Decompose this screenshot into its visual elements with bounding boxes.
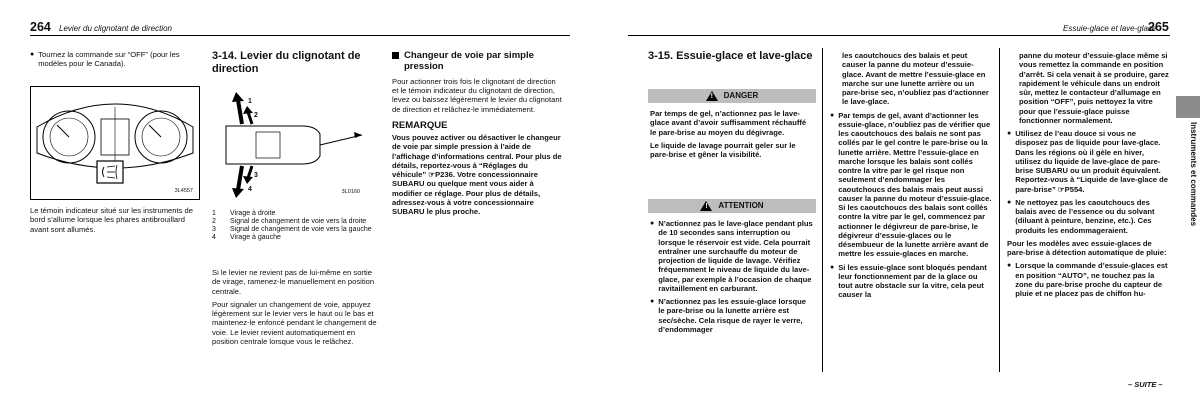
bullet-item: ● Par temps de gel, avant d’actionner les essuie-glace, n’oubliez pas de vérifier que les caoutchoucs des balais ne sont pas collés par le gel contre le pare-brise ou la lunette arrière. Mettre l’essuie-glace en marche lorsque les balais sont collés contre la vitre par le gel risque non seulement d’endommager les caoutchoucs des balais mais peut aussi causer la panne du moteur d’essuie-glace. Si les caoutchoucs des balais sont collés contre la vitre par le gel, commencez par actionner le dégivreur de pare-brise, le dégivreur d’essuie-glaces ou le désembueur de la lunette arrière avant de mettre les essuie-glaces en marche. [830,110,992,259]
right-col2 [830,51,993,300]
figure-number-2: 2 [254,112,258,119]
bullet-item: ● Si les essuie-glace sont bloqués pendant leur fonctionnement par de la glace ou tout autre obstacle sur la vitre, cela peut causer la [830,262,987,300]
right-page-number: 265 [1148,20,1169,34]
right-col3 [1007,51,1170,298]
figure-legend [212,210,382,242]
paragraph: Pour actionner trois fois le clignotant de direction et le témoin indicateur du clignotant de direction, levez ou baissez légèrement le levier du clignotant de direction et relâchez-le immédiatement. [392,76,562,114]
paragraph: Pour signaler un changement de voie, appuyez légèrement sur le levier vers le haut ou le bas et maintenez-le enfoncé pendant le changement de voie. Le levier revient automatiquement en position centrale lorsque vous le relâchez. [212,299,377,346]
figure-code: 3L4557 [174,188,193,195]
remark-text: Vous pouvez activer ou désactiver le changeur de voie par simple pression à l’aide de l’affichage d’informations central. Pour plus de détails, reportez-vous à “Réglages du véhicule” ☞P236. Votre concessionnaire SUBARU ou quelque ment vous aider à modifier ce réglage. Pour plus de détails, adressez-vous à votre concessionnaire SUBARU le plus proche. [392,133,562,217]
paragraph: Le liquide de lavage pourrait geler sur le pare-brise et gêner la visibilité. [650,140,796,159]
turn-signal-figure [212,86,382,204]
legend-item: 2 Signal de changement de voie vers la droite [212,218,367,226]
bullet-icon: ● [30,51,35,58]
bullet-item: ● N’actionnez pas les essuie-glace lorsque le pare-brise ou la lunette arrière est sec/sèche. Cela risque de rayer le verre, d’endommager [650,297,806,334]
instrument-cluster-illustration [31,87,199,199]
warning-triangle-icon: ! [706,91,718,101]
attention-header: ! ATTENTION [648,199,816,213]
bullet-item: ● N’actionnez pas le lave-glace pendant plus de 10 secondes sans interruption ou lorsque le réservoir est vide. Cela pourrait entraîner une surchauffe du moteur de projection de liquide de lavage. Vérifiez fréquemment le niveau de liquide du lave-glace, par exemple à l’occasion de chaque ravitaillement en carburant. [650,219,813,293]
bullet-icon: ● [650,298,655,305]
figure-caption: Le témoin indicateur situé sur les instruments de bord s’allume lorsque les phares antibrouillard avant sont allumés. [30,206,193,234]
bullet-icon: ● [1007,130,1012,137]
legend-item: 4 Virage à gauche [212,234,281,242]
column-rule [822,48,823,372]
section-heading-3-15: 3-15. Essuie-glace et lave-glace [648,50,813,62]
danger-header: ! DANGER [648,89,816,103]
bullet-icon: ● [830,263,835,271]
instrument-cluster-figure [30,86,200,200]
paragraph: Pour les modèles avec essuie-glaces de pare-brise à détection automatique de pluie: [1007,238,1167,257]
figure-code: 3L0160 [341,189,360,196]
bullet-item: ● Utilisez de l’eau douce si vous ne disposez pas de liquide pour lave-glace. Dans les régions où il gèle en hiver, utilisez du liquide de lave-glace de pare-brise SUBARU ou un produit équivalent. Reportez-vous à “Liquide de lave-glace de pare-brise” ☞P554. [1007,129,1168,194]
bullet-icon: ● [830,111,835,119]
chapter-tab [1176,96,1200,118]
square-bullet-icon [392,52,399,59]
paragraph: panne du moteur d’essuie-glace même si vous remettez la commande en position d’arrêt. Si cela venait à se produire, garez rapidement le véhicule dans un endroit sûr, mettez le contacteur d’allumage en position “OFF”, puis nettoyez la vitre pour que l’essuie-glace puisse fonctionner normalement. [1019,51,1169,125]
bullet-item: ● Ne nettoyez pas les caoutchoucs des balais avec de l’essence ou du solvant (diluant à peinture, benzine, etc.). Ces produits les endommageraient. [1007,197,1155,235]
left-running-head: Levier du clignotant de direction [59,24,172,33]
left-col3 [392,50,562,216]
column-rule [999,48,1000,372]
legend-item: 3 Signal de changement de voie vers la gauche [212,226,372,234]
bullet-item: ● Tournez la commande sur “OFF” (pour les modèles pour le Canada). [30,50,180,69]
left-col1 [30,50,200,69]
turn-signal-lever-illustration [212,86,382,204]
paragraph: les caoutchoucs des balais et peut causer la panne du moteur d’essuie-glace. Avant de mettre l’essuie-glace en marche sur une lunette arrière ou un pare-brise sec, n’oubliez pas d’actionner le lave-glace. [842,51,989,107]
paragraph: Si le levier ne revient pas de lui-même en sortie de virage, ramenez-le manuellement en position centrale. [212,268,375,296]
remark-title: REMARQUE [392,119,448,131]
bullet-icon: ● [1007,262,1012,270]
continued-label: – SUITE – [1128,380,1163,389]
subsection-heading: Changeur de voie par simple pression [392,50,562,73]
figure-number-3: 3 [254,172,258,179]
lever-paragraphs [212,268,382,346]
bullet-item: ● Lorsque la commande d’essuie-glaces est en position “AUTO”, ne touchez pas la zone du pare-brise proche du capteur de pluie et ne placez pas de chiffon hu- [1007,261,1168,298]
right-header-rule [628,35,1170,36]
left-header-rule [30,35,570,36]
warning-triangle-icon: ! [700,201,712,211]
bullet-icon: ● [650,220,655,227]
danger-body [648,103,816,159]
section-heading-3-14: 3-14. Levier du clignotant de direction [212,50,361,75]
bullet-icon: ● [1007,198,1012,206]
attention-body [648,213,816,334]
legend-item: 1 Virage à droite [212,210,276,217]
right-running-head: Essuie-glace et lave-glace [1063,24,1157,33]
danger-box [648,89,816,159]
attention-box [648,199,816,334]
paragraph: Par temps de gel, n’actionnez pas le lave-glace avant d’avoir suffisamment réchauffé le pare-brise au moyen du dégivrage. [650,109,807,137]
figure-number-4: 4 [248,186,252,193]
left-page-number: 264 [30,20,51,34]
figure-number-1: 1 [248,98,252,105]
side-tab-label: Instruments et commandes [1189,122,1198,227]
